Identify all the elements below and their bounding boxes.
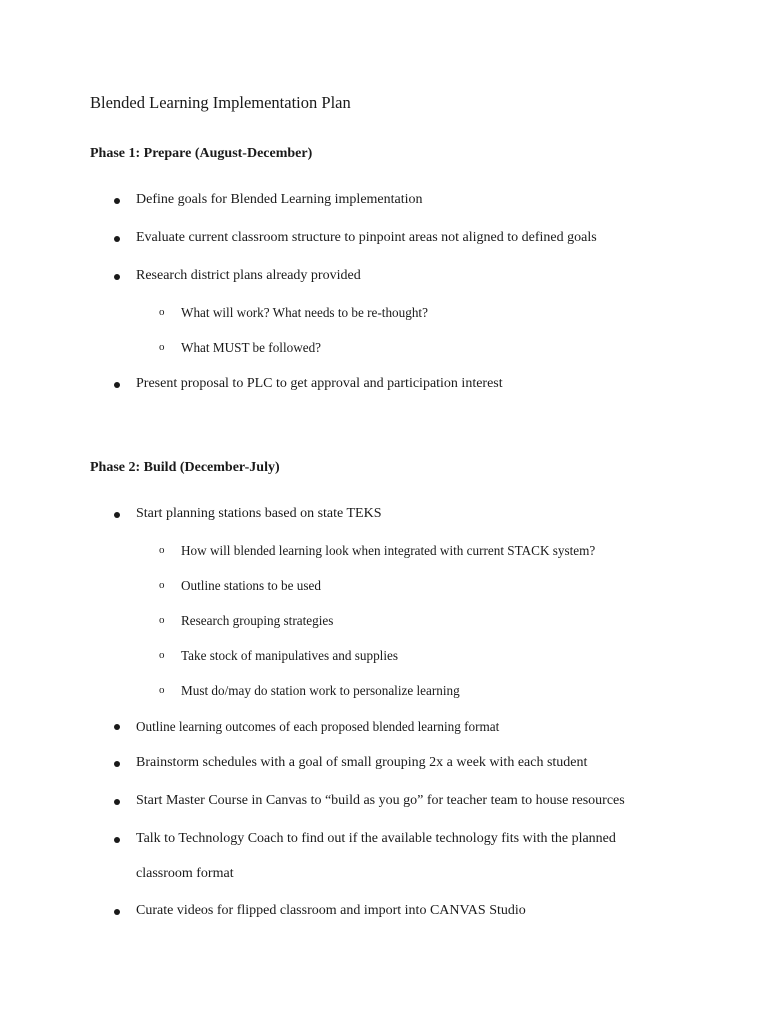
list-item: Start Master Course in Canvas to “build as you go” for teacher team to house resources bbox=[136, 793, 625, 808]
bullet-icon bbox=[114, 236, 120, 242]
bullet-icon bbox=[114, 837, 120, 843]
list-item: Talk to Technology Coach to find out if the available technology fits with the planned bbox=[136, 831, 616, 846]
sub-bullet-icon: o bbox=[159, 684, 165, 696]
sub-list-item: Research grouping strategies bbox=[181, 613, 334, 628]
document-title: Blended Learning Implementation Plan bbox=[90, 93, 351, 112]
bullet-icon bbox=[114, 382, 120, 388]
list-item: Start planning stations based on state TEKS bbox=[136, 506, 382, 521]
bullet-icon bbox=[114, 761, 120, 767]
sub-bullet-icon: o bbox=[159, 579, 165, 591]
sub-list-item: Take stock of manipulatives and supplies bbox=[181, 648, 398, 663]
list-item: Research district plans already provided bbox=[136, 268, 361, 283]
sub-bullet-icon: o bbox=[159, 544, 165, 556]
sub-list-item: How will blended learning look when integrated with current STACK system? bbox=[181, 543, 596, 558]
list-item: Outline learning outcomes of each proposed blended learning format bbox=[136, 719, 500, 734]
list-item: Evaluate current classroom structure to pinpoint areas not aligned to defined goals bbox=[136, 230, 597, 245]
list-item: Present proposal to PLC to get approval and participation interest bbox=[136, 376, 503, 391]
list-item: Brainstorm schedules with a goal of small grouping 2x a week with each student bbox=[136, 755, 588, 770]
sub-bullet-icon: o bbox=[159, 341, 165, 353]
bullet-icon bbox=[114, 274, 120, 280]
bullet-icon bbox=[114, 909, 120, 915]
list-item-continuation: classroom format bbox=[136, 866, 234, 881]
sub-list-item: What will work? What needs to be re-thought? bbox=[181, 305, 428, 320]
sub-list-item: Outline stations to be used bbox=[181, 578, 321, 593]
sub-bullet-icon: o bbox=[159, 649, 165, 661]
bullet-icon bbox=[114, 724, 120, 730]
sub-list-item: Must do/may do station work to personalize learning bbox=[181, 683, 460, 698]
sub-bullet-icon: o bbox=[159, 614, 165, 626]
sub-list-item: What MUST be followed? bbox=[181, 340, 322, 355]
sub-bullet-icon: o bbox=[159, 306, 165, 318]
bullet-icon bbox=[114, 198, 120, 204]
list-item: Curate videos for flipped classroom and import into CANVAS Studio bbox=[136, 903, 526, 918]
phase-1-heading: Phase 1: Prepare (August-December) bbox=[90, 146, 313, 161]
bullet-icon bbox=[114, 512, 120, 518]
phase-2-heading: Phase 2: Build (December-July) bbox=[90, 460, 280, 475]
bullet-icon bbox=[114, 799, 120, 805]
list-item: Define goals for Blended Learning implementation bbox=[136, 192, 423, 207]
